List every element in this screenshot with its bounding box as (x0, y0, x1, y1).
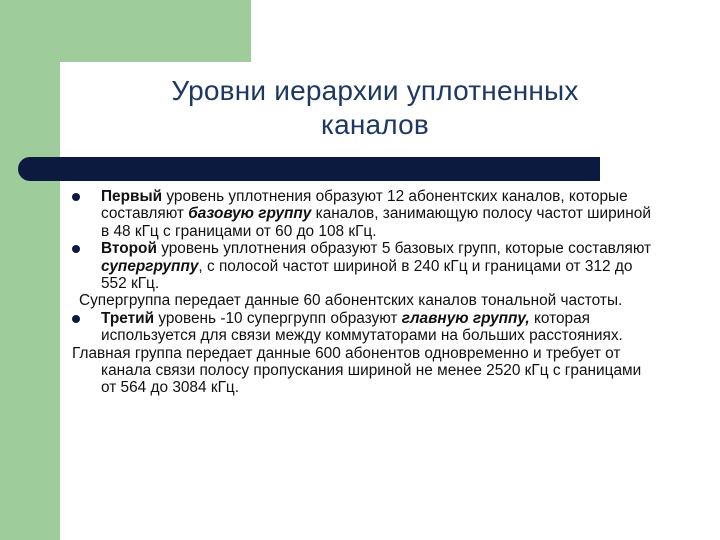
term-first: Первый (101, 188, 163, 205)
text: каналов, занимающую полосу частот шириной в 48 кГц с границами от 60 до 108 кГц. (101, 205, 651, 240)
paragraph-main-group-note (72, 345, 652, 397)
title-line-1: Уровни иерархии уплотненных (171, 75, 579, 106)
text: уровень уплотнения образуют 12 абонентских каналов, которые составляют (101, 188, 628, 223)
bullet-icon (72, 315, 80, 323)
term-third: Третий (101, 309, 155, 327)
term-main-group: главную группу, (401, 309, 530, 327)
text: , с полосой частот шириной в 240 кГц и границами от 312 до 552 кГц. (101, 257, 633, 293)
bullet-icon (72, 193, 80, 201)
paragraph-supergroup-note (72, 292, 652, 309)
slide-title (90, 74, 660, 142)
decor-green-left (0, 0, 60, 540)
title-line-2: каналов (321, 109, 429, 140)
term-base-group: базовую группу (188, 205, 312, 223)
text: уровень уплотнения образуют 5 базовых групп, которые составляют (156, 240, 652, 258)
text: которая используется для связи между коммутаторами на больших расстояниях. (101, 309, 623, 345)
bullet-icon (72, 245, 80, 253)
term-second: Второй (101, 240, 157, 258)
text: Главная группа передает данные 600 абонентов одновременно и требует от канала связи полосу пропускания шириной не менее 2520 кГц с границами от 564 до 3084 кГц. (72, 344, 642, 397)
text: Супергруппа передает данные 60 абонентских каналов тональной частоты. (79, 292, 623, 310)
paragraph-first-level (72, 188, 652, 240)
slide-body (72, 188, 652, 397)
term-supergroup: супергруппу (101, 257, 199, 275)
paragraph-third-level (72, 310, 652, 345)
paragraph-second-level (72, 240, 652, 292)
title-underline-bar (18, 157, 600, 181)
text: уровень -10 супергрупп образуют (154, 309, 402, 327)
